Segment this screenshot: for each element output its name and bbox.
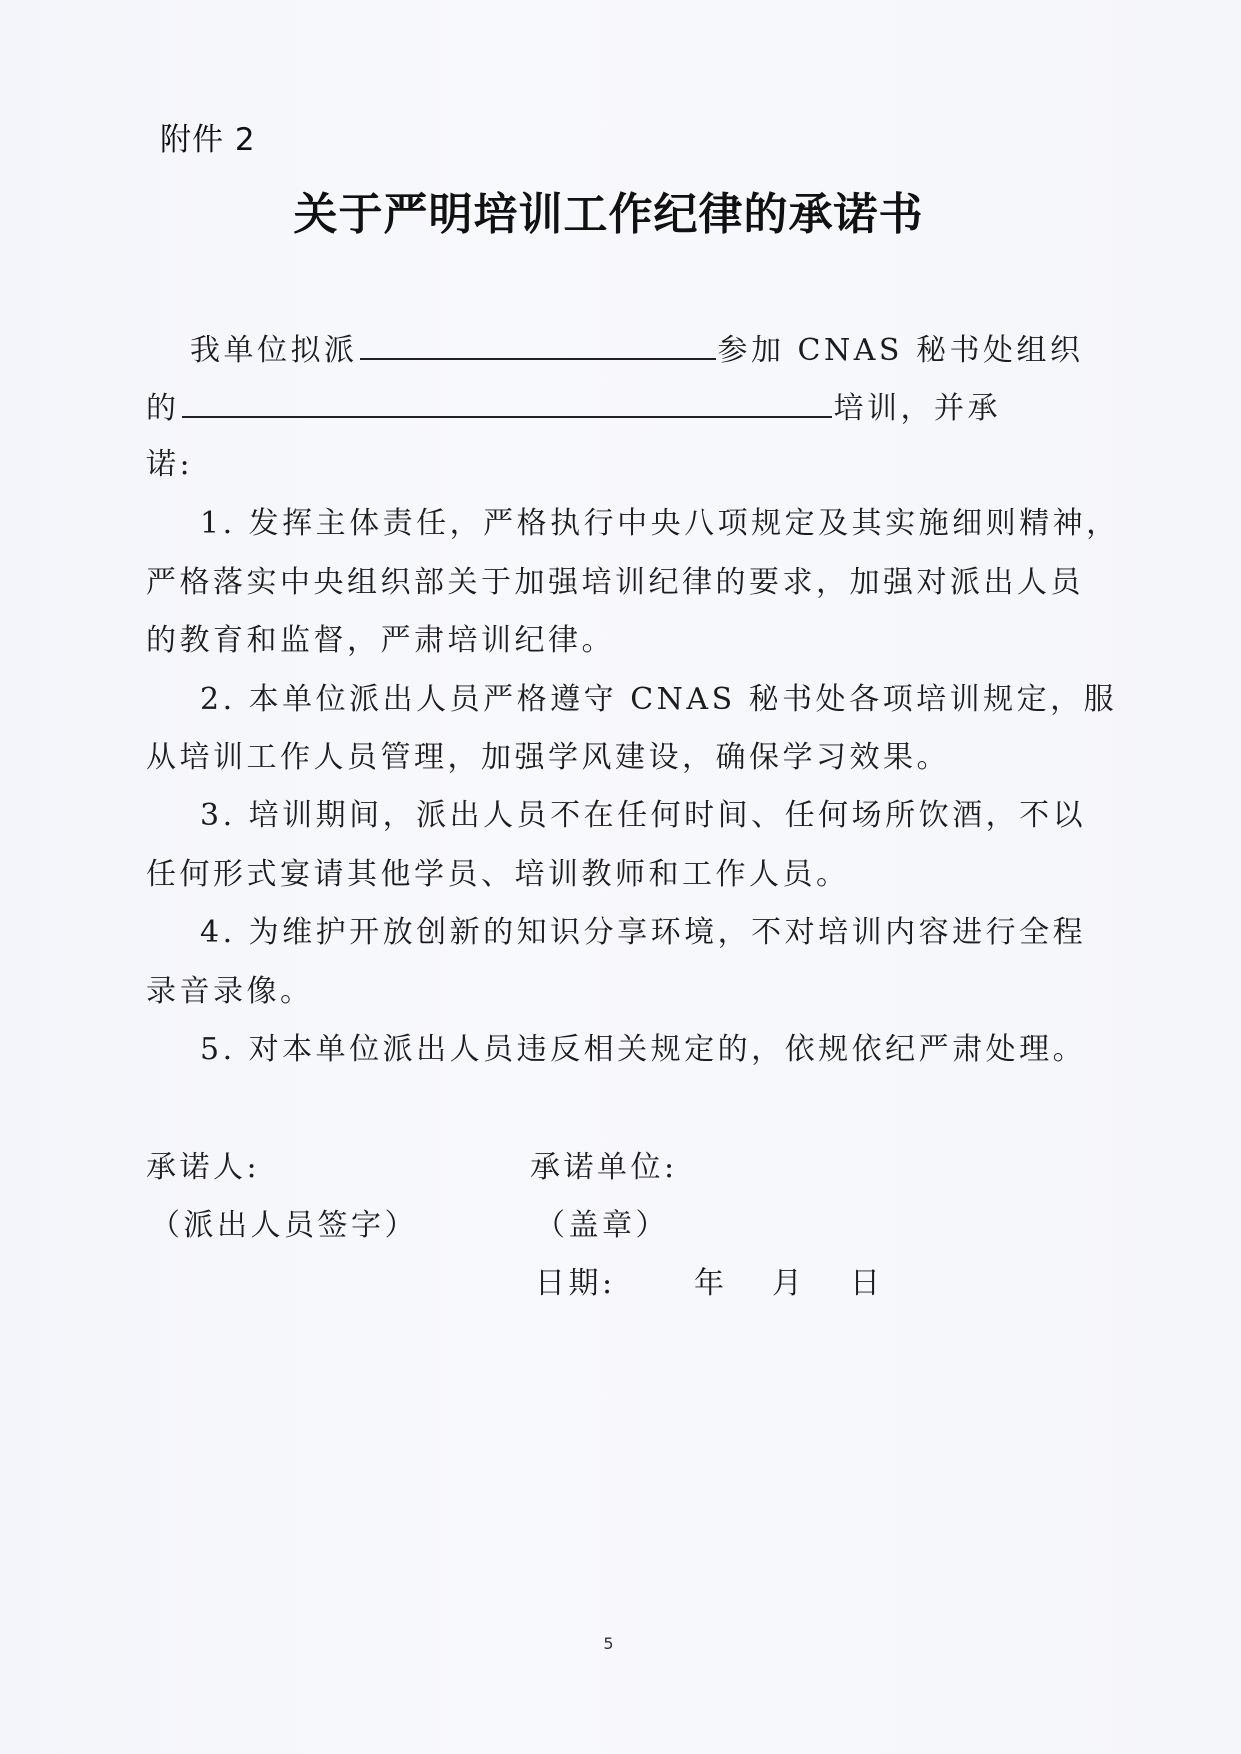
date-month-label: 月: [772, 1266, 806, 1301]
training-name-blank[interactable]: [182, 386, 832, 418]
intro-line-1: [190, 328, 1084, 371]
intro-line-2: [146, 386, 1001, 429]
item-4-line-1: 4. 为维护开放创新的知识分享环境，不对培训内容进行全程: [200, 915, 1087, 950]
document-title: 关于严明培训工作纪律的承诺书: [293, 189, 924, 240]
promisor-signature-note: （派出人员签字）: [150, 1208, 418, 1243]
attachment-label: 附件 2: [160, 122, 256, 158]
page-number: 5: [603, 1634, 614, 1653]
date-label: 日期:: [535, 1266, 616, 1301]
intro-text-before-training-blank: 的: [146, 391, 180, 426]
intro-text-end: 诺:: [146, 447, 194, 482]
promisor-label: 承诺人:: [146, 1150, 261, 1185]
item-5-line-1: 5. 对本单位派出人员违反相关规定的，依规依纪严肃处理。: [200, 1032, 1087, 1067]
item-2-line-1: 2. 本单位派出人员严格遵守 CNAS 秘书处各项培训规定，服: [200, 682, 1118, 717]
trainee-name-blank[interactable]: [360, 328, 716, 360]
intro-line-3: [146, 445, 193, 485]
item-3-line-1: 3. 培训期间，派出人员不在任何时间、任何场所饮酒，不以: [200, 798, 1087, 833]
item-2-line-2: 从培训工作人员管理，加强学风建设，确保学习效果。: [146, 740, 950, 775]
item-1-line-1: 1. 发挥主体责任，严格执行中央八项规定及其实施细则精神，: [200, 506, 1120, 541]
item-1-line-2: 严格落实中央组织部关于加强培训纪律的要求，加强对派出人员: [146, 565, 1084, 600]
intro-text-after-training-blank: 培训，并承: [833, 391, 1001, 426]
intro-text-before-trainee-blank: 我单位拟派: [190, 333, 358, 368]
item-4-line-2: 录音录像。: [146, 974, 314, 1009]
promising-unit-label: 承诺单位:: [530, 1150, 678, 1185]
date-year-label: 年: [694, 1266, 728, 1301]
date-day-label: 日: [850, 1266, 884, 1301]
intro-text-after-trainee-blank: 参加 CNAS 秘书处组织: [717, 333, 1084, 368]
unit-seal-note: （盖章）: [535, 1208, 669, 1243]
item-3-line-2: 任何形式宴请其他学员、培训教师和工作人员。: [146, 857, 850, 892]
item-1-line-3: 的教育和监督，严肃培训纪律。: [146, 623, 615, 658]
